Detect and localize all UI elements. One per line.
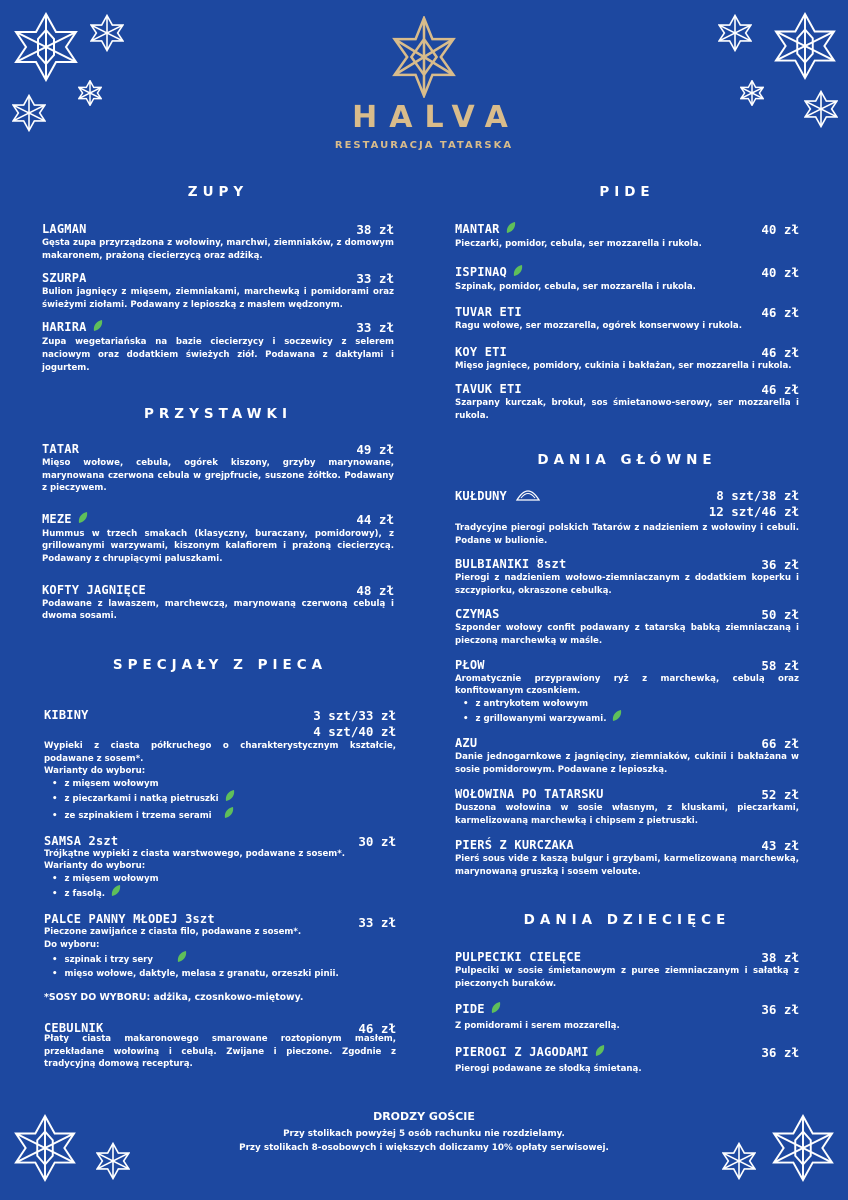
variants-label: Do wyboru: [44, 939, 100, 950]
footer-title: DRODZY GOŚCIE [373, 1110, 475, 1123]
item-description: Szarpany kurczak, brokuł, sos śmietanowo-serowy, ser mozzarella i rukola. [455, 398, 799, 421]
footer-note: Przy stolikach powyżej 5 osób rachunku nie rozdzielamy. [283, 1129, 565, 1139]
variant-item: • z antrykotem wołowym [463, 698, 799, 711]
variant-item: • szpinak i trzy sery [52, 951, 396, 968]
item-price: 33 zł [356, 271, 394, 287]
item-name: KOFTY JAGNIĘCE [42, 582, 146, 597]
item-name: TUVAR ETI [455, 305, 522, 320]
variant-list [44, 951, 396, 980]
snowflake-star-icon [718, 14, 752, 52]
leaf-icon [513, 265, 523, 280]
item-price: 4 szt/40 zł [313, 724, 396, 739]
item-price: 12 szt/46 zł [708, 504, 799, 519]
menu-item [455, 607, 799, 647]
item-price: 46 zł [761, 344, 799, 360]
footer-note: Przy stolikach 8-osobowych i większych doliczamy 10% opłaty serwisowej. [239, 1143, 609, 1153]
item-name: HARIRA [42, 320, 87, 335]
variant-item: • z grillowanymi warzywami. [463, 710, 799, 727]
variant-item: • z mięsem wołowym [52, 778, 396, 791]
snowflake-star-icon [774, 12, 836, 80]
item-description: Pulpeciki w sosie śmietanowym z puree ziemniaczanym i sałatką z pieczonych buraków. [455, 966, 799, 989]
item-name: TAVUK ETI [455, 382, 522, 397]
item-description: Płaty ciasta makaronowego smarowane roztopionym masłem, przekładane wołowiną i cebulą. Zwijane i pieczone. Zgodnie z tradycyjną domową recepturą. [44, 1033, 396, 1070]
item-name: CEBULNIK [44, 1020, 104, 1035]
variant-list [455, 698, 799, 727]
variants-label: Warianty do wyboru: [44, 766, 146, 777]
item-name: PALCE PANNY MŁODEJ 3szt [44, 911, 215, 926]
menu-item [42, 442, 394, 495]
item-name: KOY ETI [455, 344, 507, 359]
item-description: Pierogi podawane ze słodką śmietaną. [455, 1063, 642, 1074]
item-description: Zupa wegetariańska na bazie ciecierzycy i soczewicy z selerem naciowym oraz dodatkiem świeżych ziół. Podawana z daktylami i jogurtem. [42, 337, 394, 373]
star-logo-icon [390, 16, 458, 98]
section-title: DANIA GŁÓWNE [537, 452, 717, 468]
menu-item [455, 557, 799, 597]
item-name: KIBINY [44, 708, 89, 722]
item-price: 36 zł [761, 1002, 799, 1018]
variant-item: • z fasolą. [52, 885, 396, 902]
variant-list [44, 873, 396, 902]
brand-name: HALVA [352, 100, 520, 135]
item-price: 38 zł [356, 222, 394, 237]
variant-list [44, 778, 396, 824]
menu-item [42, 222, 394, 262]
item-name: LAGMAN [42, 222, 87, 236]
snowflake-star-icon [14, 12, 78, 82]
item-description: Bulion jagnięcy z mięsem, ziemniakami, marchewką i pomidorami oraz świeżymi ziołami. Podawany z lepioszką z masłem wędzonym. [42, 287, 394, 310]
item-description: Mięso wołowe, cebula, ogórek kiszony, grzyby marynowane, marynowana czerwona cebula w grejpfrucie, suszone żółtko. Podawany z pieczywem. [42, 458, 394, 494]
item-description: Aromatycznie przyprawiony ryż z marchewką, cebulą oraz konfitowanym czosnkiem. [455, 673, 799, 697]
menu-item [44, 834, 396, 902]
leaf-icon [506, 222, 516, 237]
item-price: 36 zł [761, 557, 799, 573]
variant-item: • z pieczarkami i natką pietruszki [52, 790, 396, 807]
menu-item [455, 658, 799, 727]
section-dania-dzieciece [455, 912, 799, 1075]
menu-item [455, 265, 799, 294]
item-name: SAMSA 2szt [44, 833, 119, 848]
sauces-note: *SOSY DO WYBORU: adżika, czosnkowo-miętowy. [44, 992, 304, 1004]
item-price: 40 zł [761, 222, 799, 237]
item-name: PIDE [455, 1002, 485, 1017]
item-name: PŁOW [455, 657, 485, 672]
item-name: ISPINAQ [455, 264, 507, 279]
item-description: Podawane z lawaszem, marchewczą, marynowaną czerwoną cebulą i dwoma sosami. [42, 598, 394, 622]
item-price: 3 szt/33 zł [313, 708, 396, 723]
menu-item [455, 1002, 799, 1033]
item-price: 43 zł [761, 838, 799, 854]
item-description: Duszona wołowina w sosie własnym, z kluskami, pieczarkami, karmelizowaną marchewką i chipsem z pietruszki. [455, 803, 799, 826]
menu-item [455, 736, 799, 776]
variant-item: • z mięsem wołowym [52, 873, 396, 886]
item-price: 49 zł [356, 442, 394, 457]
snowflake-star-icon [90, 14, 124, 52]
item-price: 44 zł [356, 511, 394, 527]
dumpling-icon [515, 488, 541, 505]
menu-item [455, 838, 799, 878]
item-price: 40 zł [761, 264, 799, 280]
item-name: TATAR [42, 442, 80, 456]
leaf-icon [224, 807, 234, 824]
leaf-icon [595, 1045, 605, 1060]
menu-item [455, 345, 799, 373]
item-description: Pierogi z nadzieniem wołowo-ziemniaczanym z dodatkiem koperku i szczypiorku, okraszone cebulką. [455, 573, 799, 596]
item-description: Danie jednogarnkowe z jagnięciny, ziemniaków, cukinii i bakłażana w sosie pomidorowym. Podawane z lepioszką. [455, 751, 799, 775]
item-description: Pieczarki, pomidor, cebula, ser mozzarella i rukola. [455, 239, 702, 249]
item-description: Z pomidorami i serem mozzarellą. [455, 1021, 620, 1032]
item-name: PIEROGI Z JAGODAMI [455, 1044, 589, 1059]
item-price: 50 zł [761, 607, 799, 623]
leaf-icon [225, 790, 235, 807]
item-description: Mięso jagnięce, pomidory, cukinia i bakłażan, ser mozzarella i rukola. [455, 360, 792, 371]
brand-subtitle: RESTAURACJA TATARSKA [334, 140, 514, 151]
section-title: DANIA DZIECIĘCE [523, 912, 731, 928]
item-description: Gęsta zupa przyrządzona z wołowiny, marchwi, ziemniaków, z domowym makaronem, prażoną ciecierzycą oraz adżiką. [42, 238, 394, 261]
menu-item [42, 583, 394, 623]
item-name: KUŁDUNY [455, 489, 507, 503]
menu-item [42, 271, 394, 311]
item-description: Szponder wołowy confit podawany z tatarską babką ziemniaczaną i pieczoną marchewką w maśle. [455, 623, 799, 646]
menu-item [455, 787, 799, 827]
menu-item [455, 488, 799, 547]
item-description: Tradycyjne pierogi polskich Tatarów z nadzieniem z wołowiny i cebuli. Podane w bulionie. [455, 523, 799, 546]
item-description: Hummus w trzech smakach (klasyczny, buraczany, pomidorowy), z grillowanymi warzywami, kiszonym kalafiorem i prażoną ciecierzycą. Podawany z chrupiącymi paluszkami. [42, 528, 394, 564]
leaf-icon [612, 710, 622, 727]
menu-item [44, 1021, 396, 1071]
menu-item [455, 222, 799, 251]
item-name: AZU [455, 735, 478, 750]
item-name: SZURPA [42, 271, 87, 286]
item-name: WOŁOWINA PO TATARSKU [455, 787, 604, 802]
section-specjaly [44, 657, 396, 1071]
leaf-icon [78, 512, 88, 527]
item-description: Trójkątne wypieki z ciasta warstwowego, podawane z sosem*. [44, 848, 346, 859]
item-description: Wypieki z ciasta półkruchego o charakterystycznym kształcie, podawane z sosem*. [44, 741, 396, 764]
item-price: 46 zł [761, 382, 799, 398]
item-name: MANTAR [455, 222, 500, 236]
leaf-icon [111, 885, 121, 902]
item-price: 33 zł [358, 914, 396, 930]
menu-item [455, 1045, 799, 1076]
item-price: 48 zł [356, 582, 394, 598]
section-dania-glowne [455, 452, 799, 879]
leaf-icon [93, 320, 103, 335]
item-price: 30 zł [358, 833, 396, 849]
item-name: MEZE [42, 511, 72, 526]
item-name: BULBIANIKI 8szt [455, 557, 567, 572]
section-title: PRZYSTAWKI [144, 406, 292, 422]
item-name: PULPECIKI CIELĘCE [455, 950, 582, 964]
menu-item [455, 382, 799, 422]
variant-item: • mięso wołowe, daktyle, melasa z granatu, orzeszki pinii. [52, 968, 396, 981]
section-przystawki [42, 406, 394, 623]
item-description: Szpinak, pomidor, cebula, ser mozzarella i rukola. [455, 281, 696, 292]
section-title: SPECJAŁY Z PIECA [112, 657, 328, 673]
section-pide [455, 184, 799, 423]
item-price: 52 zł [761, 787, 799, 803]
section-title: ZUPY [187, 184, 249, 200]
section-zupy [42, 184, 394, 374]
item-price: 46 zł [761, 305, 799, 321]
item-price: 33 zł [356, 320, 394, 336]
item-price: 46 zł [358, 1020, 396, 1036]
section-title: PIDE [599, 184, 655, 200]
menu-item [455, 950, 799, 990]
item-description: Pierś sous vide z kaszą bulgur i grzybami, karmelizowaną marchewką, marynowaną gruszką i sosem veloute. [455, 854, 799, 877]
menu-item [455, 305, 799, 333]
item-description: Pieczone zawijańce z ciasta filo, podawane z sosem*. [44, 926, 302, 937]
variants-label: Warianty do wyboru: [44, 861, 146, 872]
variant-item: • ze szpinakiem i trzema serami [52, 807, 396, 824]
item-price: 66 zł [761, 735, 799, 751]
menu-item [44, 708, 396, 824]
item-name: PIERŚ Z KURCZAKA [455, 838, 574, 853]
menu-item [42, 320, 394, 374]
item-price: 38 zł [761, 950, 799, 965]
leaf-icon [177, 951, 187, 968]
item-description: Ragu wołowe, ser mozzarella, ogórek konserwowy i rukola. [455, 321, 742, 332]
menu-item [44, 912, 396, 980]
item-price: 36 zł [761, 1044, 799, 1060]
item-price: 58 zł [761, 657, 799, 673]
item-name: CZYMAS [455, 607, 500, 622]
menu-item [42, 512, 394, 566]
leaf-icon [491, 1002, 501, 1017]
item-price: 8 szt/38 zł [716, 488, 799, 503]
